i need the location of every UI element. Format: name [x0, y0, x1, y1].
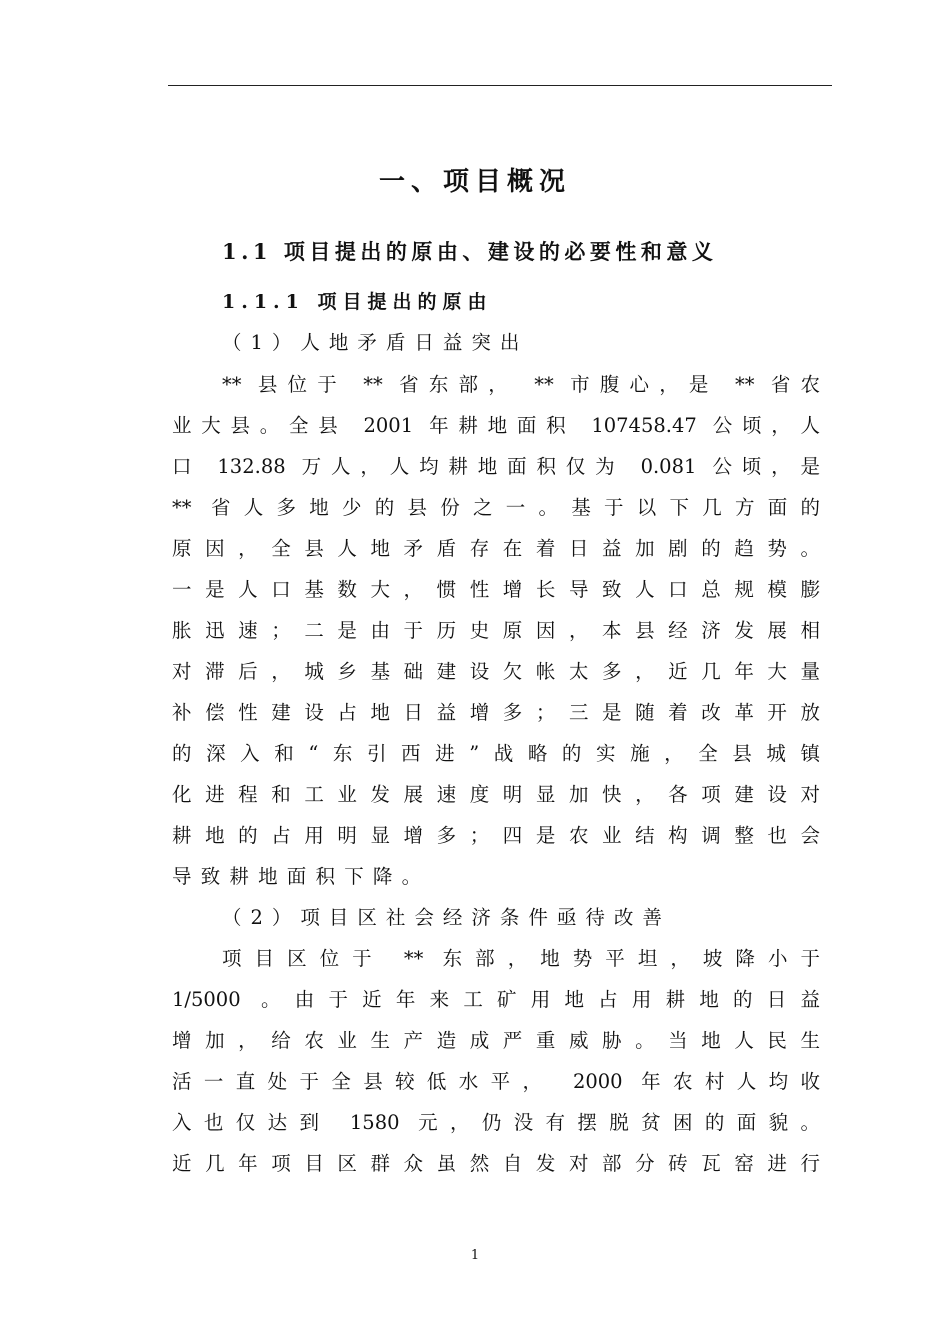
- paragraph-line: 1/5000 。由于近年来工矿用地占用耕地的日益: [172, 988, 820, 1011]
- paragraph-line: 入也仅达到 1580 元，仍没有摆脱贫困的面貌。: [172, 1111, 820, 1134]
- paragraph-line: 导致耕地面积下降。: [172, 865, 431, 888]
- paragraph-line: 增加，给农业生产造成严重威胁。当地人民生: [172, 1029, 820, 1052]
- paragraph-line: 胀迅速；二是由于历史原因，本县经济发展相: [172, 619, 820, 642]
- subsection-heading: 1.1.1 项目提出的原由: [222, 291, 493, 313]
- paragraph-line: 的深入和“东引西进”战略的实施，全县城镇: [172, 742, 820, 765]
- paragraph-line: ** 县位于 ** 省东部， ** 市腹心，是 ** 省农: [222, 373, 820, 396]
- header-rule: [168, 85, 832, 86]
- paragraph-line: ** 省人多地少的县份之一。基于以下几方面的: [172, 496, 820, 519]
- paragraph-line: 对滞后，城乡基础建设欠帐太多，近几年大量: [172, 660, 820, 683]
- paragraph-line: 补偿性建设占地日益增多；三是随着改革开放: [172, 701, 820, 724]
- paragraph-line: 口 132.88 万人，人均耕地面积仅为 0.081 公顷，是: [172, 455, 820, 478]
- chapter-title: 一、项目概况: [378, 167, 571, 197]
- paragraph-line: 业大县。全县 2001 年耕地面积 107458.47 公顷，人: [172, 414, 820, 437]
- item-heading-1: （1）人地矛盾日益突出: [222, 331, 529, 354]
- paragraph-line: 活一直处于全县较低水平， 2000 年农村人均收: [172, 1070, 820, 1093]
- paragraph-line: 近几年项目区群众虽然自发对部分砖瓦窑进行: [172, 1152, 820, 1175]
- paragraph-line: 一是人口基数大，惯性增长导致人口总规模膨: [172, 578, 820, 601]
- page-number: 1: [470, 1248, 480, 1263]
- item-heading-2: （2）项目区社会经济条件亟待改善: [222, 906, 671, 929]
- section-heading: 1.1 项目提出的原由、建设的必要性和意义: [222, 239, 718, 264]
- paragraph-line: 化进程和工业发展速度明显加快，各项建设对: [172, 783, 820, 806]
- paragraph-line: 项目区位于 ** 东部，地势平坦，坡降小于: [222, 947, 820, 970]
- paragraph-line: 原因，全县人地矛盾存在着日益加剧的趋势。: [172, 537, 820, 560]
- paragraph-line: 耕地的占用明显增多；四是农业结构调整也会: [172, 824, 820, 847]
